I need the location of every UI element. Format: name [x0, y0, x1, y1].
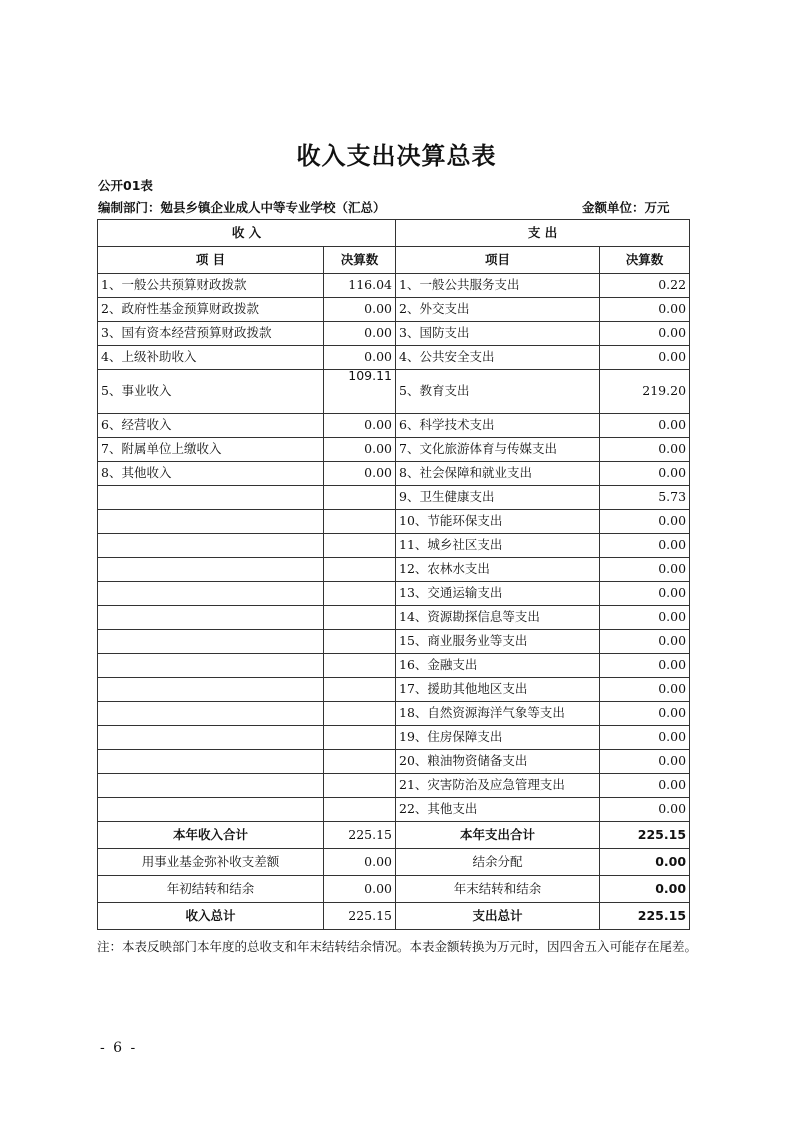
expense-item-cell: 7、文化旅游体育与传媒支出	[396, 438, 600, 462]
expense-amount-cell: 0.00	[600, 702, 690, 726]
income-amount-cell: 0.00	[324, 462, 396, 486]
income-item-cell: 5、事业收入	[98, 370, 324, 414]
income-amount-cell	[324, 750, 396, 774]
expense-item-cell: 19、住房保障支出	[396, 726, 600, 750]
carryover-row	[98, 876, 690, 903]
income-item-cell: 4、上级补助收入	[98, 346, 324, 370]
income-amount-cell	[324, 486, 396, 510]
income-item-cell: 7、附属单位上缴收入	[98, 438, 324, 462]
income-amount-cell	[324, 726, 396, 750]
table-row	[98, 654, 690, 678]
expense-item-cell: 20、粮油物资储备支出	[396, 750, 600, 774]
table-row	[98, 750, 690, 774]
expense-amount-cell: 0.00	[600, 438, 690, 462]
expense-item-cell: 16、金融支出	[396, 654, 600, 678]
expense-item-cell: 18、自然资源海洋气象等支出	[396, 702, 600, 726]
expense-item-cell: 22、其他支出	[396, 798, 600, 822]
page-title: 收入支出决算总表	[296, 142, 497, 170]
footnote: 注：本表反映部门本年度的总收支和年末结转结余情况。本表金额转换为万元时，因四舍五入可能存在尾差。	[97, 939, 698, 954]
begin-value: 0.00	[324, 876, 396, 903]
income-amount-cell: 109.11	[324, 370, 396, 414]
expense-amount-cell: 0.00	[600, 678, 690, 702]
expense-amount-cell: 0.00	[600, 798, 690, 822]
table-row	[98, 274, 690, 298]
expense-item-cell: 6、科学技术支出	[396, 414, 600, 438]
income-amount-cell	[324, 798, 396, 822]
income-total-label: 收入总计	[98, 903, 324, 930]
income-item-cell	[98, 630, 324, 654]
income-item-cell	[98, 534, 324, 558]
income-amount-cell	[324, 774, 396, 798]
expense-item-cell: 17、援助其他地区支出	[396, 678, 600, 702]
income-item-cell	[98, 726, 324, 750]
year-expense-value: 225.15	[600, 822, 690, 849]
year-expense-label: 本年支出合计	[396, 822, 600, 849]
expense-amount-cell: 0.00	[600, 606, 690, 630]
income-amount-cell	[324, 510, 396, 534]
expense-amount-cell: 0.00	[600, 534, 690, 558]
income-item-cell: 8、其他收入	[98, 462, 324, 486]
income-item-cell	[98, 798, 324, 822]
income-item-cell	[98, 558, 324, 582]
income-section-header: 收 入	[98, 220, 396, 247]
expense-amount-cell: 0.00	[600, 510, 690, 534]
expense-item-cell: 13、交通运输支出	[396, 582, 600, 606]
grand-total-row	[98, 903, 690, 930]
expense-amount-cell: 0.00	[600, 346, 690, 370]
income-item-cell	[98, 510, 324, 534]
income-item-cell	[98, 606, 324, 630]
income-amount-cell	[324, 678, 396, 702]
expense-amount-cell: 0.00	[600, 298, 690, 322]
income-item-cell	[98, 678, 324, 702]
surplus-value: 0.00	[600, 849, 690, 876]
table-row	[98, 798, 690, 822]
expense-item-cell: 1、一般公共服务支出	[396, 274, 600, 298]
table-row	[98, 534, 690, 558]
begin-label: 年初结转和结余	[98, 876, 324, 903]
expense-item-cell: 8、社会保障和就业支出	[396, 462, 600, 486]
income-item-header: 项 目	[98, 247, 324, 274]
income-amount-cell	[324, 534, 396, 558]
expense-amount-cell: 219.20	[600, 370, 690, 414]
expense-amount-cell: 0.00	[600, 774, 690, 798]
table-row	[98, 558, 690, 582]
income-item-cell	[98, 702, 324, 726]
income-item-cell: 2、政府性基金预算财政拨款	[98, 298, 324, 322]
income-amount-cell	[324, 582, 396, 606]
income-item-cell: 1、一般公共预算财政拨款	[98, 274, 324, 298]
income-item-cell: 3、国有资本经营预算财政拨款	[98, 322, 324, 346]
department-label: 编制部门：勉县乡镇企业成人中等专业学校（汇总）	[98, 200, 386, 215]
table-row	[98, 370, 690, 414]
unit-label: 金额单位：万元	[582, 200, 670, 215]
expense-amount-cell: 0.00	[600, 322, 690, 346]
expense-amount-cell: 0.00	[600, 414, 690, 438]
fund-value: 0.00	[324, 849, 396, 876]
year-income-value: 225.15	[324, 822, 396, 849]
income-item-cell: 6、经营收入	[98, 414, 324, 438]
income-amount-cell: 0.00	[324, 414, 396, 438]
table-row	[98, 414, 690, 438]
expense-item-cell: 11、城乡社区支出	[396, 534, 600, 558]
expense-item-cell: 14、资源勘探信息等支出	[396, 606, 600, 630]
table-row	[98, 322, 690, 346]
income-item-cell	[98, 486, 324, 510]
expense-amount-cell: 0.00	[600, 750, 690, 774]
expense-amount-cell: 0.00	[600, 582, 690, 606]
income-item-cell	[98, 750, 324, 774]
column-header-row	[98, 247, 690, 274]
table-row	[98, 726, 690, 750]
expense-item-header: 项目	[396, 247, 600, 274]
expense-section-header: 支 出	[396, 220, 690, 247]
expense-amount-cell: 0.00	[600, 630, 690, 654]
expense-amount-header: 决算数	[600, 247, 690, 274]
income-item-cell	[98, 582, 324, 606]
expense-item-cell: 15、商业服务业等支出	[396, 630, 600, 654]
income-amount-cell	[324, 606, 396, 630]
end-value: 0.00	[600, 876, 690, 903]
fund-label: 用事业基金弥补收支差额	[98, 849, 324, 876]
expense-amount-cell: 0.00	[600, 726, 690, 750]
expense-item-cell: 12、农林水支出	[396, 558, 600, 582]
income-expense-table	[97, 219, 690, 930]
income-amount-header: 决算数	[324, 247, 396, 274]
table-row	[98, 298, 690, 322]
form-code: 公开01表	[98, 178, 153, 193]
year-total-row	[98, 822, 690, 849]
year-income-label: 本年收入合计	[98, 822, 324, 849]
expense-item-cell: 4、公共安全支出	[396, 346, 600, 370]
income-amount-cell: 0.00	[324, 438, 396, 462]
table-row	[98, 606, 690, 630]
fund-row	[98, 849, 690, 876]
income-amount-cell	[324, 702, 396, 726]
table-row	[98, 486, 690, 510]
end-label: 年末结转和结余	[396, 876, 600, 903]
page-number: - 6 -	[100, 1040, 138, 1056]
expense-item-cell: 2、外交支出	[396, 298, 600, 322]
income-amount-cell	[324, 654, 396, 678]
expense-amount-cell: 5.73	[600, 486, 690, 510]
expense-total-label: 支出总计	[396, 903, 600, 930]
income-item-cell	[98, 774, 324, 798]
income-amount-cell	[324, 558, 396, 582]
expense-total-value: 225.15	[600, 903, 690, 930]
income-amount-cell: 116.04	[324, 274, 396, 298]
table-row	[98, 346, 690, 370]
table-row	[98, 438, 690, 462]
table-row	[98, 702, 690, 726]
income-amount-cell: 0.00	[324, 322, 396, 346]
income-amount-cell: 0.00	[324, 346, 396, 370]
income-amount-cell	[324, 630, 396, 654]
expense-item-cell: 9、卫生健康支出	[396, 486, 600, 510]
table-row	[98, 630, 690, 654]
expense-amount-cell: 0.00	[600, 462, 690, 486]
expense-item-cell: 21、灾害防治及应急管理支出	[396, 774, 600, 798]
income-item-cell	[98, 654, 324, 678]
expense-item-cell: 10、节能环保支出	[396, 510, 600, 534]
expense-amount-cell: 0.22	[600, 274, 690, 298]
table-row	[98, 678, 690, 702]
table-row	[98, 582, 690, 606]
table-row	[98, 510, 690, 534]
table-row	[98, 774, 690, 798]
income-amount-cell: 0.00	[324, 298, 396, 322]
expense-amount-cell: 0.00	[600, 654, 690, 678]
section-header-row	[98, 220, 690, 247]
income-total-value: 225.15	[324, 903, 396, 930]
expense-item-cell: 3、国防支出	[396, 322, 600, 346]
expense-item-cell: 5、教育支出	[396, 370, 600, 414]
expense-amount-cell: 0.00	[600, 558, 690, 582]
table-row	[98, 462, 690, 486]
surplus-label: 结余分配	[396, 849, 600, 876]
